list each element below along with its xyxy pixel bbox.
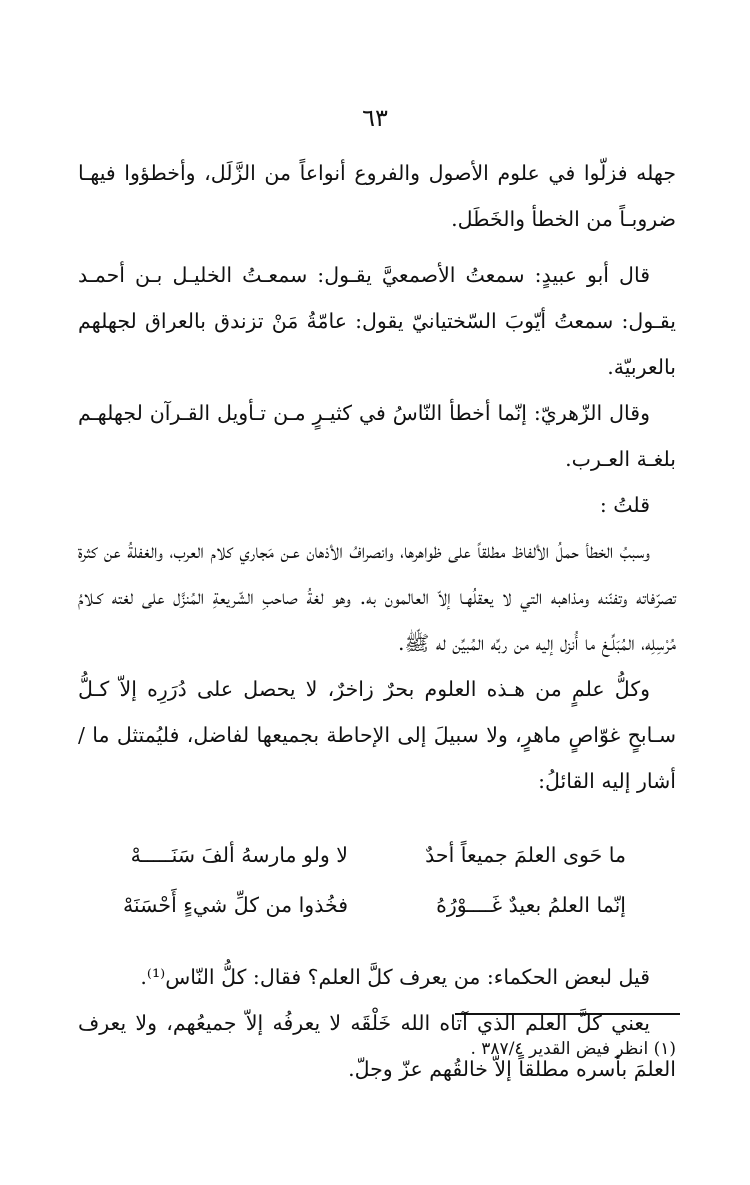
page-number: ٦٣: [362, 104, 388, 132]
verse-hemistich: إنّما العلمُ بعيدٌ غَــــوْرُهُ: [436, 893, 626, 917]
verse-line: [78, 830, 676, 880]
paragraph: جهله فزلّوا في علوم الأصول والفروع أنواعاً من الزَّلَل، وأخطؤوا فيهـا ضروبـاً من الخطأ والخَطَل.: [78, 161, 676, 231]
verse-hemistich: ما حَوى العلمَ جميعاً أحدٌ: [425, 843, 626, 867]
footnote-separator: [455, 1013, 680, 1015]
body-text: [78, 150, 676, 1092]
paragraph: وقال الزّهريّ: إنّما أخطأ النّاسُ في كثيـرٍ مـن تـأويل القـرآن لجهلهـم بلغـة العـرب.: [78, 401, 676, 471]
footnote: (١) انظر فيض القدير ٣٨٧/٤ .: [470, 1039, 676, 1059]
paragraph: وكلُّ علمٍ من هـذه العلوم بحرٌ زاخرٌ، لا يحصل على دُرَرِه إلاّ كـلُّ سـابحٍ غوّاصٍ ماهرٍ، ولا سبيلَ إلى الإحاطة بجميعها لفاضل، فليُمتثل ما / أشار إليه القائلُ:: [78, 677, 676, 793]
paragraph: يعني كلَّ العلم الذي آتاه الله خَلْقَه لا يعرفُه إلاّ جميعُهم، ولا يعرف العلمَ بأسره مطلقاً إلاّ خالقُهم عزّ وجلّ.: [78, 1011, 676, 1081]
paragraph: قال أبو عبيدٍ: سمعتُ الأصمعيَّ يقـول: سمعـتُ الخليـل بـن أحمـد يقـول: سمعتُ أيّوبَ السّختيانيّ يقول: عامّةُ مَنْ تزندق بالعراق لجهلهم بالعربيّة.: [78, 263, 676, 379]
paragraph: قلتُ :: [599, 493, 650, 517]
verse-line: [78, 880, 676, 930]
paragraph: وسببُ الخطأ حملُ الألفاظ مطلقاً على ظواهرها، وانصرافُ الأذهان عـن مَجاري كلام العرب، والغفلةُ عن كثرة تصرّفاته وتفنّنه ومذاهبه التي لا يعقلُهـا إلاّ العالمون به. وهو لغةُ صاحبِ الشّريعةِ المُنزَّل على لغته كـلامُ مُرْسِلِه، المُبَلِّـغ ما أُنزل إليه من ربِّه المُبيِّن له ﷺ.: [78, 539, 676, 655]
paragraph: قيل لبعض الحكماء: من يعرف كلَّ العلم؟ فقال: كلُّ النّاس⁽¹⁾.: [140, 965, 650, 989]
verse-hemistich: لا ولو مارسهُ ألفَ سَنَـــــهْ: [130, 843, 348, 867]
verse-hemistich: فخُذوا من كلِّ شيءٍ أَحْسَنَهْ: [122, 893, 348, 917]
poem-verses: [78, 830, 676, 930]
